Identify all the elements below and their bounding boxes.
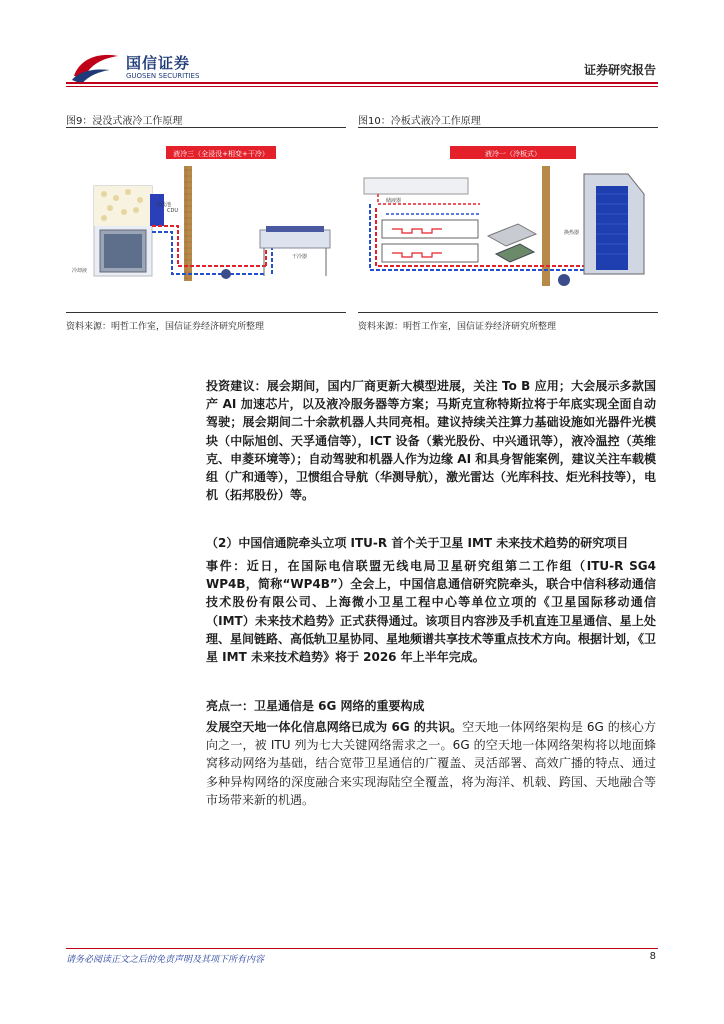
- event-paragraph: 事件：近日，在国际电信联盟无线电局卫星研究组第二工作组（ITU-R SG4 WP4B，简称“WP4B”）全会上，中国信息通信研究院牵头，联合中信科移动通信技术股份有限公司、上海微小卫星工程中心等单位立项的《卫星国际移动通信（IMT）未来技术趋势》正式获得通过。该项目内容涉及手机直连卫星通信、星上处理、星间链路、高低轨卫星协同、星地频谱共享技术等重点技术方向。根据计划，《卫星 IMT 未来技术趋势》将于 2026 年上半年完成。: [206, 559, 657, 665]
- figure-10-rule: [358, 127, 658, 128]
- section-title: （2）中国信通院牵头立项 ITU-R 首个关于卫星 IMT 未来技术趋势的研究项目: [206, 536, 629, 550]
- figure-9-source-rule: [66, 312, 346, 313]
- report-type: 证券研究报告: [583, 63, 656, 77]
- brand-name-cn: 国信证券: [126, 54, 191, 72]
- footer-disclaimer: 请务必阅读正文之后的免责声明及其项下所有内容: [66, 955, 265, 965]
- figure-10-banner: 液冷一（冷板式）: [485, 150, 541, 158]
- figure-10-diagram: [358, 134, 658, 309]
- figure-9-banner: 液冷三（全浸没+相变+干冷）: [173, 150, 269, 158]
- header-rule: [66, 82, 658, 84]
- brand-name-en: GUOSEN SECURITIES: [126, 72, 200, 80]
- investment-advice-paragraph: 投资建议：展会期间，国内厂商更新大模型进展，关注 To B 应用；大会展示多款国产 AI 加速芯片，以及液冷服务器等方案；马斯克宣称特斯拉将于年底实现全面自动驾驶；展会期间二十余款机器人共同亮相。建议持续关注算力基础设施如光器件光模块（中际旭创、天孚通信等），ICT 设备（紫光股份、中兴通讯等），液冷温控（英维克、申菱环境等）；自动驾驶和机器人作为边缘 AI 和具身智能案例，建议关注车载模组（广和通等），卫惯组合导航（华测导航），激光雷达（光库科技、炬光科技等），电机（拓邦股份）等。: [206, 379, 657, 503]
- figure-10-title: 图10：冷板式液冷工作原理: [358, 116, 481, 127]
- page-number: 8: [649, 951, 656, 962]
- figure-10-source: 资料来源：明哲工作室，国信证券经济研究所整理: [358, 322, 557, 332]
- figure-10-source-rule: [358, 312, 658, 313]
- figure-9-label-tank: 浸没池: [156, 202, 172, 208]
- figure-9-label-drycooler: 干冷器: [292, 254, 308, 260]
- figure-10-label-exchanger: 换热器: [564, 230, 580, 236]
- highlight-title: 亮点一：卫星通信是 6G 网络的重要构成: [206, 699, 425, 713]
- highlight-lead: 发展空天地一体化信息网络已成为 6G 的共识。: [206, 720, 463, 734]
- header-rule-thin: [66, 86, 658, 87]
- highlight-paragraph: [206, 718, 656, 809]
- logo-mark-icon: [70, 50, 122, 86]
- figure-9-rule: [66, 127, 346, 128]
- svg-text:CDU: CDU: [167, 208, 179, 214]
- figure-10-label-reservoir: 储液器: [386, 198, 402, 204]
- footer-rule: [66, 948, 658, 949]
- figure-9-label-coolant: 冷却液: [72, 268, 88, 274]
- figure-9-diagram: [66, 134, 346, 309]
- figure-9-source: 资料来源：明哲工作室，国信证券经济研究所整理: [66, 322, 265, 332]
- brand-logo: [70, 50, 200, 86]
- highlight-text: 空天地一体网络架构是 6G 的核心方向之一，被 ITU 列为七大关键网络需求之一。6G 的空天地一体网络架构将以地面蜂窝移动网络为基础，结合宽带卫星通信的广覆盖、灵活部署、高效广播的特点、通过多种异构网络的深度融合来实现海陆空全覆盖，将为海洋、机载、跨国、天地融合等市场带来新的机遇。: [206, 720, 656, 807]
- figure-9-title: 图9：浸没式液冷工作原理: [66, 116, 183, 127]
